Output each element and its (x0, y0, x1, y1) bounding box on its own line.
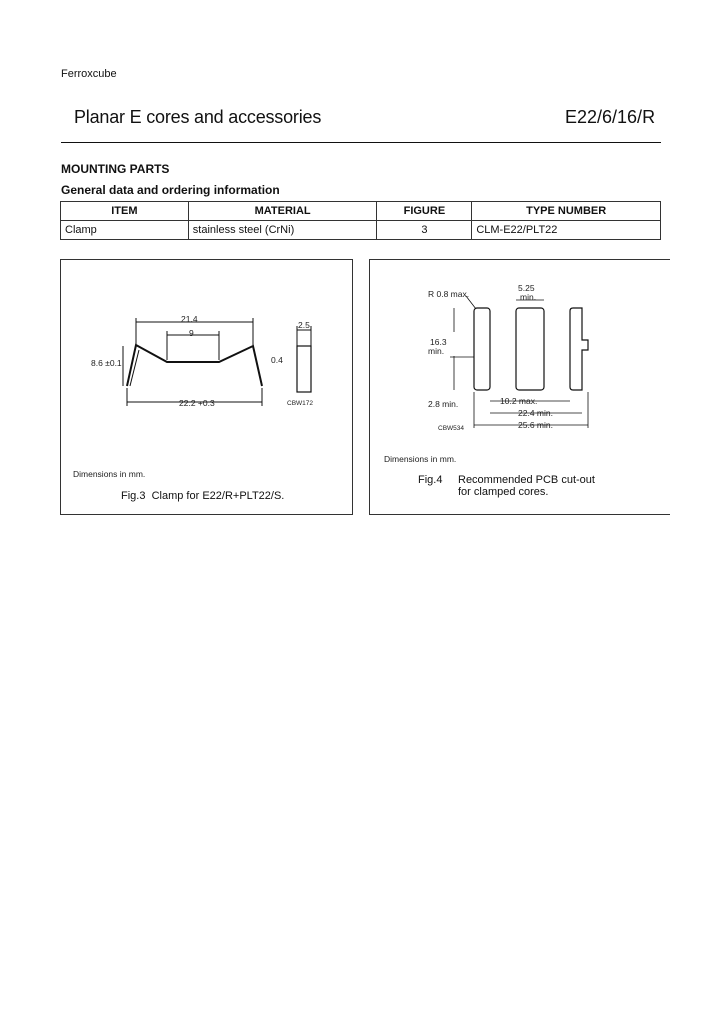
dim-10-2: 10.2 max. (500, 396, 538, 406)
dim-9: 9 (189, 328, 194, 338)
section-subheading: General data and ordering information (61, 183, 280, 197)
section-heading: MOUNTING PARTS (61, 162, 170, 176)
dim-8-6: 8.6 ±0.1 (91, 358, 122, 368)
page-title: Planar E cores and accessories (74, 107, 322, 127)
caption-text: Clamp for E22/R+PLT22/S. (151, 490, 285, 502)
col-figure: FIGURE (377, 202, 472, 221)
dim-radius: R 0.8 max. (428, 289, 470, 299)
cutout-slot-2 (516, 308, 544, 390)
caption-line-1: Recommended PCB cut-out (458, 474, 595, 486)
drawing-code: CBW534 (438, 425, 465, 432)
dim-2-5: 2.5 (298, 320, 310, 330)
dim-5-25-min: min. (520, 292, 537, 302)
col-material: MATERIAL (188, 202, 377, 221)
ordering-table (60, 201, 661, 240)
dim-25-6: 25.6 min. (518, 420, 553, 430)
figure-4-caption (418, 474, 595, 498)
table-header-row (61, 202, 661, 221)
figure-3-box (60, 259, 353, 515)
dim-16-3-min: min. (428, 346, 445, 356)
units-note: Dimensions in mm. (384, 454, 457, 464)
dim-5-25: 5.25 (518, 283, 535, 293)
cell-figure: 3 (377, 221, 472, 240)
cutout-slot-3 (570, 308, 588, 390)
header-rule (61, 142, 661, 143)
cell-type-number: CLM-E22/PLT22 (472, 221, 661, 240)
dim-0-4: 0.4 (271, 355, 283, 365)
clamp-side-view (297, 346, 311, 392)
clamp-outline (127, 345, 262, 386)
table-row (61, 221, 661, 240)
caption-number: Fig.4 (418, 474, 443, 486)
part-number: E22/6/16/R (565, 107, 656, 127)
dim-22-2: 22.2 +0.3 (179, 398, 215, 408)
drawing-code: CBW172 (287, 400, 314, 407)
caption-line-2: for clamped cores. (458, 486, 549, 498)
figure-4-box (369, 259, 670, 515)
cutout-slot-1 (474, 308, 490, 390)
dim-22-4: 22.4 min. (518, 408, 553, 418)
figure-3-caption (121, 490, 284, 502)
units-note: Dimensions in mm. (73, 469, 146, 479)
company-name: Ferroxcube (61, 68, 117, 80)
dim-16-3: 16.3 (430, 337, 447, 347)
cell-material: stainless steel (CrNi) (188, 221, 377, 240)
dim-2-8: 2.8 min. (428, 399, 459, 409)
dim-21-4: 21.4 (181, 314, 198, 324)
col-type-number: TYPE NUMBER (472, 202, 661, 221)
cell-item: Clamp (61, 221, 189, 240)
caption-number: Fig.3 (121, 490, 146, 502)
col-item: ITEM (61, 202, 189, 221)
